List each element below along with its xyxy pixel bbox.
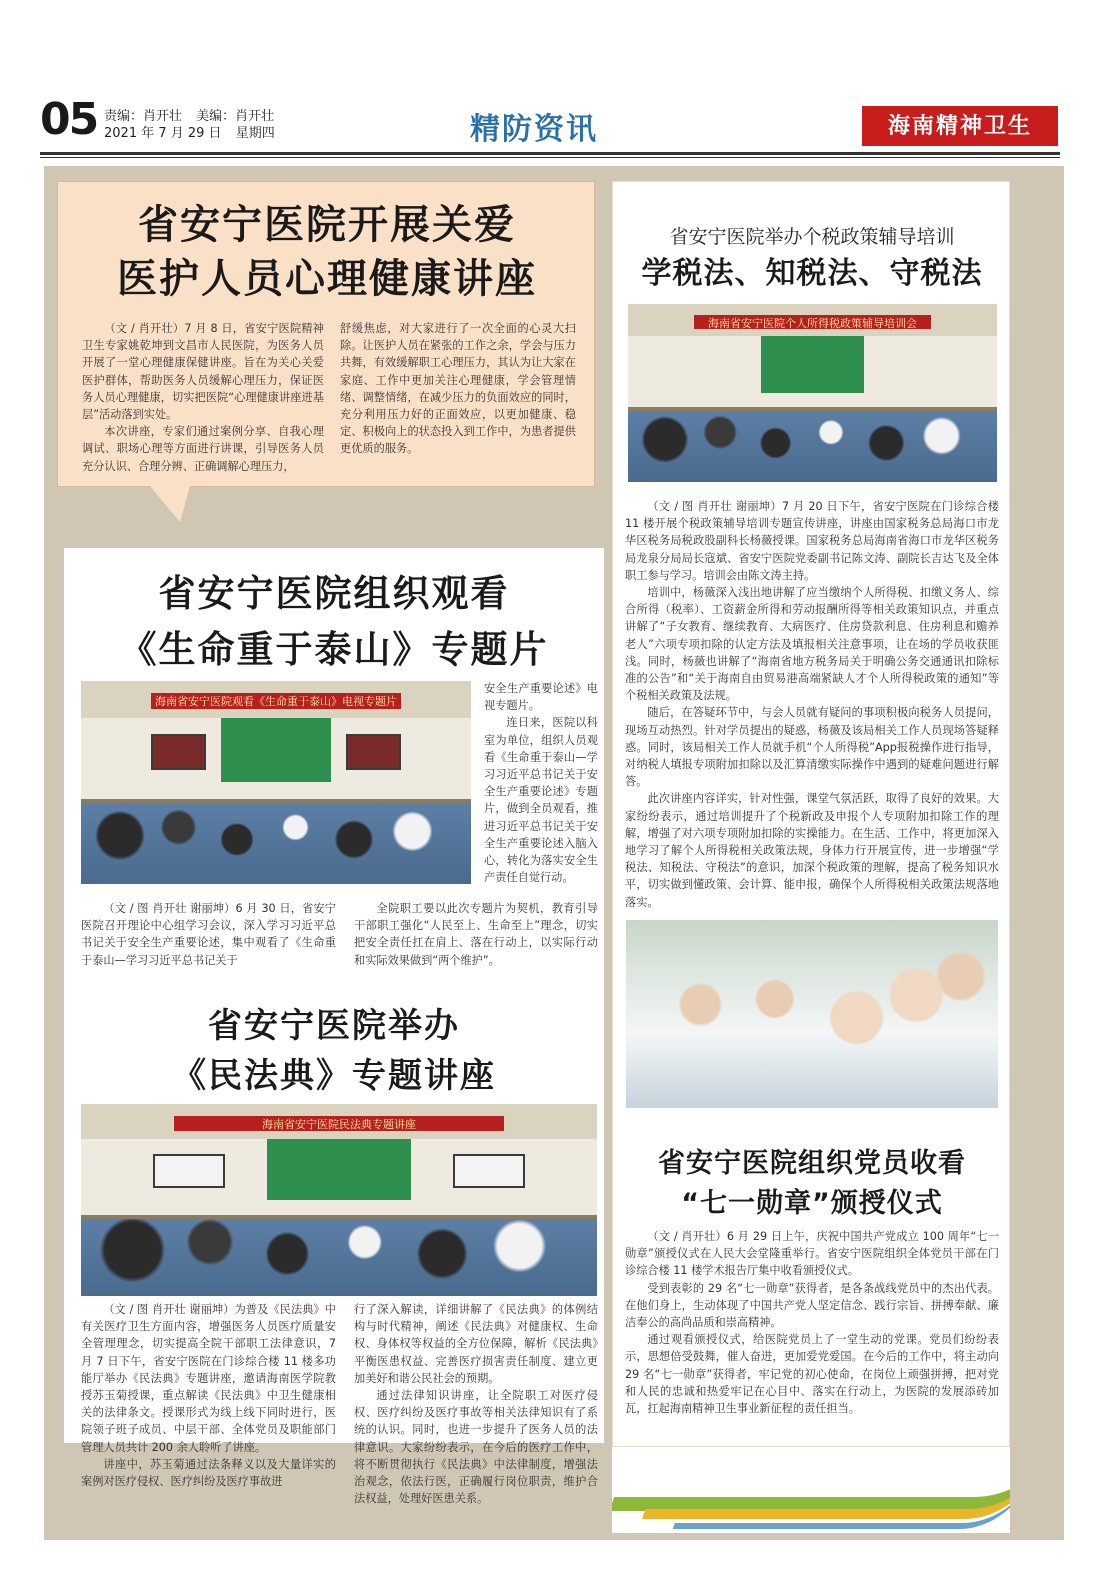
headline-line: 医护人员心理健康讲座 xyxy=(117,256,537,302)
article-headline xyxy=(613,1144,1011,1224)
article-paragraph: 通过法律知识讲座，让全院职工对医疗侵权、医疗纠纷及医疗事故等相关法律知识有了系统的认识。同时，也进一步提升了医务人员的法律意识。大家纷纷表示，在今后的医疗工作中，将不断贯彻执行《民法典》中法律制度，增强法治观念，依法行医，正确履行岗位职责，维护合法权益，处理好医患关系。 xyxy=(354,1389,598,1506)
article-headline xyxy=(64,566,604,678)
article-paragraph: 讲座中，苏玉菊通过法条释义以及大量详实的案例对医疗侵权、医疗纠纷及医疗事故进 xyxy=(81,1457,336,1489)
headline-line: 《民法典》专题讲座 xyxy=(172,1056,496,1096)
lecture-hall-photo xyxy=(81,1104,597,1296)
headline-line: 省安宁医院举办 xyxy=(208,1006,460,1046)
article-paragraph: 安全生产重要论述》电视专题片。 xyxy=(484,682,598,713)
photo-banner: 海南省安宁医院观看《生命重于泰山》电视专题片 xyxy=(151,693,401,709)
article-safety-film xyxy=(64,548,604,993)
article-headline xyxy=(58,198,596,306)
article-paragraph: 本次讲座，专家们通过案例分享、自我心理调试、职场心理等方面进行讲课，引导医务人员充分认识、合理分辨、正确调解心理压力， xyxy=(82,425,324,473)
issue-weekday: 星期四 xyxy=(235,126,275,141)
article-column xyxy=(625,498,999,911)
decorative-swoosh xyxy=(612,1447,1010,1533)
header-meta xyxy=(104,108,285,142)
article-paragraph: 全院职工要以此次专题片为契机，教育引导干部职工强化“人民至上、生命至上”理念，切实把安全责任扛在肩上、落在行动上，以实际行动和实际效果做到“两个维护”。 xyxy=(354,902,598,967)
header-rule-thin xyxy=(40,157,1060,158)
article-headline: 学税法、知税法、守税法 xyxy=(641,256,983,291)
speech-bubble-tail xyxy=(150,486,190,522)
article-headline xyxy=(64,1001,604,1101)
article-column xyxy=(81,900,336,969)
article-civil-code-lecture xyxy=(64,993,604,1506)
article-paragraph: 受到表彰的 29 名“七一勋章”获得者，是各条战线党员中的杰出代表。在他们身上，生动体现了中国共产党人坚定信念、践行宗旨、拼搏奉献、廉洁奉公的高尚品质和崇高精神。 xyxy=(625,1281,999,1330)
article-column xyxy=(340,320,576,458)
article-column xyxy=(354,900,598,969)
article-paragraph: 行了深入解读，详细讲解了《民法典》的体例结构与时代精神，阐述《民法典》对健康权、生命权、身体权等权益的全方位保障，解析《民法典》平衡医患权益、完善医疗损害责任制度、建立更加美好和谐公民社会的预期。 xyxy=(354,1303,598,1385)
article-column xyxy=(82,320,324,475)
headline-line: 省安宁医院组织党员收看 xyxy=(658,1148,966,1179)
photo-banner: 海南省安宁医院个人所得税政策辅导培训会 xyxy=(694,315,930,329)
photo-banner: 海南省安宁医院民法典专题讲座 xyxy=(174,1116,504,1131)
newspaper-brand: 海南精神卫生 xyxy=(862,106,1058,146)
article-psychology-lecture xyxy=(57,181,595,487)
tax-training-photo xyxy=(628,304,997,482)
designer-credit: 美编：肖开壮 xyxy=(196,109,275,124)
article-paragraph: （文 / 图 肖开壮 谢丽坤）为普及《民法典》中有关医疗卫生方面内容，增强医务人员医疗质量安全管理理念，切实提高全院干部职工法律意识，7 月 7 日下午，省安宁医院在门诊综合楼 11 楼多功能厅举办《民法典》专题讲座，邀请海南医学院教授苏玉菊授课，重点解读《民法典》中卫生健康相关的法律条文。授课形式为线上线下同时进行，医院领子班子成员、中层干部、全体党员及职能部门管理人员共计 200 余人聆听了讲座。 xyxy=(81,1303,336,1454)
article-column xyxy=(354,1301,598,1507)
header-rule xyxy=(40,152,1060,155)
issue-date: 2021 年 7 月 29 日 xyxy=(104,126,222,141)
article-column xyxy=(81,1301,336,1490)
meeting-hall-photo xyxy=(81,681,471,884)
article-column xyxy=(625,1228,999,1417)
editor-credit: 责编：肖开壮 xyxy=(104,109,183,124)
article-paragraph: 随后，在答疑环节中，与会人员就有疑问的事项积极向税务人员提问，现场互动热烈。针对学员提出的疑惑，杨薇及该局相关工作人员现场答疑释惑。同时，该局相关工作人员就手机“个人所得税”App报税操作进行指导，对纳税人填报专项附加扣除以及汇算清缴实际操作中遇到的疑难问题进行解答。 xyxy=(625,706,999,789)
article-paragraph: （文 / 肖开壮）6 月 29 日上午，庆祝中国共产党成立 100 周年“七一勋章”颁授仪式在人民大会堂隆重举行。省安宁医院组织全体党员干部在门诊综合楼 11 楼学术报告厅集中收看颁授仪式。 xyxy=(625,1230,999,1278)
article-paragraph: （文 / 肖开壮）7 月 8 日，省安宁医院精神卫生专家姚乾坤到文昌市人民医院，为医务人员开展了一堂心理健康保健讲座。旨在为关心关爱医护群体，帮助医务人员缓解心理压力，保证医务人员心理健康，切实把医院“心理健康讲座进基层”活动落到实处。 xyxy=(82,322,324,422)
article-tax-training xyxy=(612,181,1010,1447)
nurses-audience-photo xyxy=(626,920,998,1108)
page-number: 05 xyxy=(40,94,98,145)
article-paragraph: 培训中，杨薇深入浅出地讲解了应当缴纳个人所得税、扣缴义务人、综合所得（税率）、工资薪金所得和劳动报酬所得等相关政策知识点，并重点讲解了“子女教育、继续教育、大病医疗、住房贷款利息、住房利息和赡养老人”六项专项扣除的认定方法及填报相关注意事项，让在场的学员收获匪浅。同时，杨薇也讲解了“海南省地方税务局关于明确公务交通通讯扣除标准的公告”和“关于海南自由贸易港高端紧缺人才个人所得税政策的通知”等个税相关政策及法规。 xyxy=(625,586,999,703)
article-paragraph: 连日来，医院以科室为单位，组织人员观看《生命重于泰山—学习习近平总书记关于安全生产重要论述》专题片，做到全员观看，推进习近平总书记关于安全生产重要论述入脑入心，转化为落实安全生产责任自觉行动。 xyxy=(484,716,598,885)
article-subtitle: 省安宁医院举办个税政策辅导培训 xyxy=(669,226,955,248)
headline-line: “七一勋章”颁授仪式 xyxy=(681,1188,943,1219)
article-column xyxy=(484,680,598,886)
page-header xyxy=(0,0,1100,158)
article-paragraph: 此次讲座内容详实，针对性强，课堂气氛活跃，取得了良好的效果。大家纷纷表示，通过培训提升了个税新政及申报个人专项附加扣除工作的理解，增强了对六项专项附加扣除的实操能力。在生活、工作中，将更加深入地学习了解个人所得税相关政策法规，身体力行开展宣传，进一步增强“学税法、知税法、守税法”的意识，加深个税政策的理解，提高了税务知识水平，切实做到懂政策、会计算、能申报，确保个人所得税相关政策法规落地落实。 xyxy=(625,792,999,909)
article-paragraph: 通过观看颁授仪式，给医院党员上了一堂生动的党课。党员们纷纷表示，思想倍受鼓舞，催人奋进，更加爱党爱国。在今后的工作中，将主动向 29 名“七一勋章”获得者，牢记党的初心使命，在岗位上顽强拼搏，把对党和人民的忠诚和热爱牢记在心目中、落实在行动上，为医院的发展添砖加瓦，扛起海南精神卫生事业新征程的责任担当。 xyxy=(625,1333,999,1416)
headline-line: 《生命重于泰山》专题片 xyxy=(119,628,549,671)
article-paragraph: 舒缓焦虑，对大家进行了一次全面的心灵大扫除。让医护人员在紧张的工作之余，学会与压力共舞，有效缓解职工心理压力，其认为让大家在家庭、工作中更加关注心理健康，学会管理情绪、调整情绪，在减少压力的负面效应的同时，充分利用压力好的正面效应，以更加健康、稳定、积极向上的状态投入到工作中，为患者提供更优质的服务。 xyxy=(340,322,576,456)
article-paragraph: （文 / 图 肖开壮 谢丽坤）6 月 30 日，省安宁医院召开理论中心组学习会议，深入学习习近平总书记关于安全生产重要论述，集中观看了《生命重于泰山—学习习近平总书记关于 xyxy=(81,902,336,967)
headline-line: 省安宁医院组织观看 xyxy=(158,572,510,615)
section-title: 精防资讯 xyxy=(470,112,598,147)
headline-line: 省安宁医院开展关爱 xyxy=(138,202,516,248)
article-paragraph: （文 / 图 肖开壮 谢丽坤）7 月 20 日下午，省安宁医院在门诊综合楼 11 楼开展个税政策辅导培训专题宣传讲座，讲座由国家税务总局海口市龙华区税务局税政股副科长杨薇授课。国家税务总局海南省海口市龙华区税务局龙泉分局局长寇斌、省安宁医院党委副书记陈文涛、副院长吉达飞及全体职工参与学习。培训会由陈文涛主持。 xyxy=(625,500,999,582)
